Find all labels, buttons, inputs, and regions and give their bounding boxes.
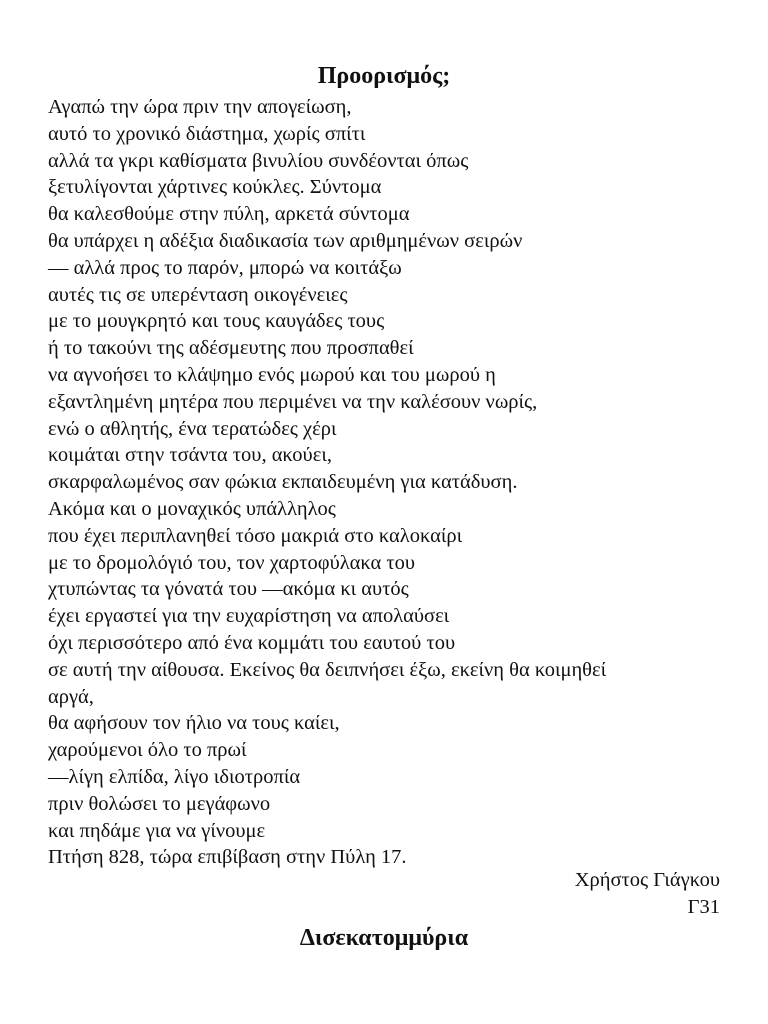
poem-line: και πηδάμε για να γίνουμε	[48, 819, 266, 842]
poem-line: Αγαπώ την ώρα πριν την απογείωση,	[48, 96, 352, 118]
poem-line: αργά,	[48, 685, 94, 708]
poem-line: με το μουγκρητό και τους καυγάδες τους	[48, 310, 385, 333]
poem-line: να αγνοήσει το κλάψημο ενός μωρού και του μωρού η	[48, 363, 496, 386]
signature-block	[575, 867, 720, 921]
poem-line: που έχει περιπλανηθεί τόσο μακριά στο καλοκαίρι	[48, 524, 463, 547]
poem-line: αυτές τις σε υπερένταση οικογένειες	[48, 283, 348, 306]
poem-line: ή το τακούνι της αδέσμευτης που προσπαθεί	[48, 337, 414, 360]
poem-line: αλλά τα γκρι καθίσματα βινυλίου συνδέονται όπως	[48, 149, 469, 172]
poem-line: ξετυλίγονται χάρτινες κούκλες. Σύντομα	[48, 176, 382, 199]
poem-line: — αλλά προς το παρόν, μπορώ να κοιτάξω	[48, 256, 402, 279]
poem-line: εξαντλημένη μητέρα που περιμένει να την καλέσουν νωρίς,	[48, 390, 538, 413]
poem-line: σκαρφαλωμένος σαν φώκια εκπαιδευμένη για κατάδυση.	[48, 471, 518, 494]
poem-line: με το δρομολόγιό του, τον χαρτοφύλακα του	[48, 551, 416, 574]
poem-line: ενώ ο αθλητής, ένα τερατώδες χέρι	[48, 417, 337, 440]
poem-line: θα αφήσουν τον ήλιο να τους καίει,	[48, 712, 340, 735]
poem-line: κοιμάται στην τσάντα του, ακούει,	[48, 444, 332, 467]
next-poem-title: Δισεκατομμύρια	[299, 925, 469, 951]
poem-line: χτυπώντας τα γόνατά του —ακόμα κι αυτός	[48, 578, 409, 601]
poem-line: αυτό το χρονικό διάστημα, χωρίς σπίτι	[48, 122, 366, 145]
poem-line: θα καλεσθούμε στην πύλη, αρκετά σύντομα	[48, 203, 410, 226]
poem-title: Προορισμός;	[317, 63, 451, 89]
poem-line: έχει εργαστεί για την ευχαρίστηση να απολαύσει	[48, 605, 450, 628]
poem-line: χαρούμενοι όλο το πρωί	[48, 739, 247, 762]
poem-line: Ακόμα και ο μοναχικός υπάλληλος	[48, 497, 336, 520]
author-name: Χρήστος Γιάγκου	[574, 869, 720, 891]
poem-line: σε αυτή την αίθουσα. Εκείνος θα δειπνήσει έξω, εκείνη θα κοιμηθεί	[48, 658, 607, 681]
class-label: Γ31	[687, 896, 720, 918]
poem-line: —λίγη ελπίδα, λίγο ιδιοτροπία	[48, 765, 301, 788]
poem-line: όχι περισσότερο από ένα κομμάτι του εαυτού του	[48, 631, 456, 654]
poem-line: θα υπάρχει η αδέξια διαδικασία των αριθμημένων σειρών	[48, 229, 523, 252]
poem-line: Πτήση 828, τώρα επιβίβαση στην Πύλη 17.	[48, 846, 407, 869]
poem-line: πριν θολώσει το μεγάφωνο	[48, 792, 271, 815]
poem-body	[48, 94, 748, 871]
